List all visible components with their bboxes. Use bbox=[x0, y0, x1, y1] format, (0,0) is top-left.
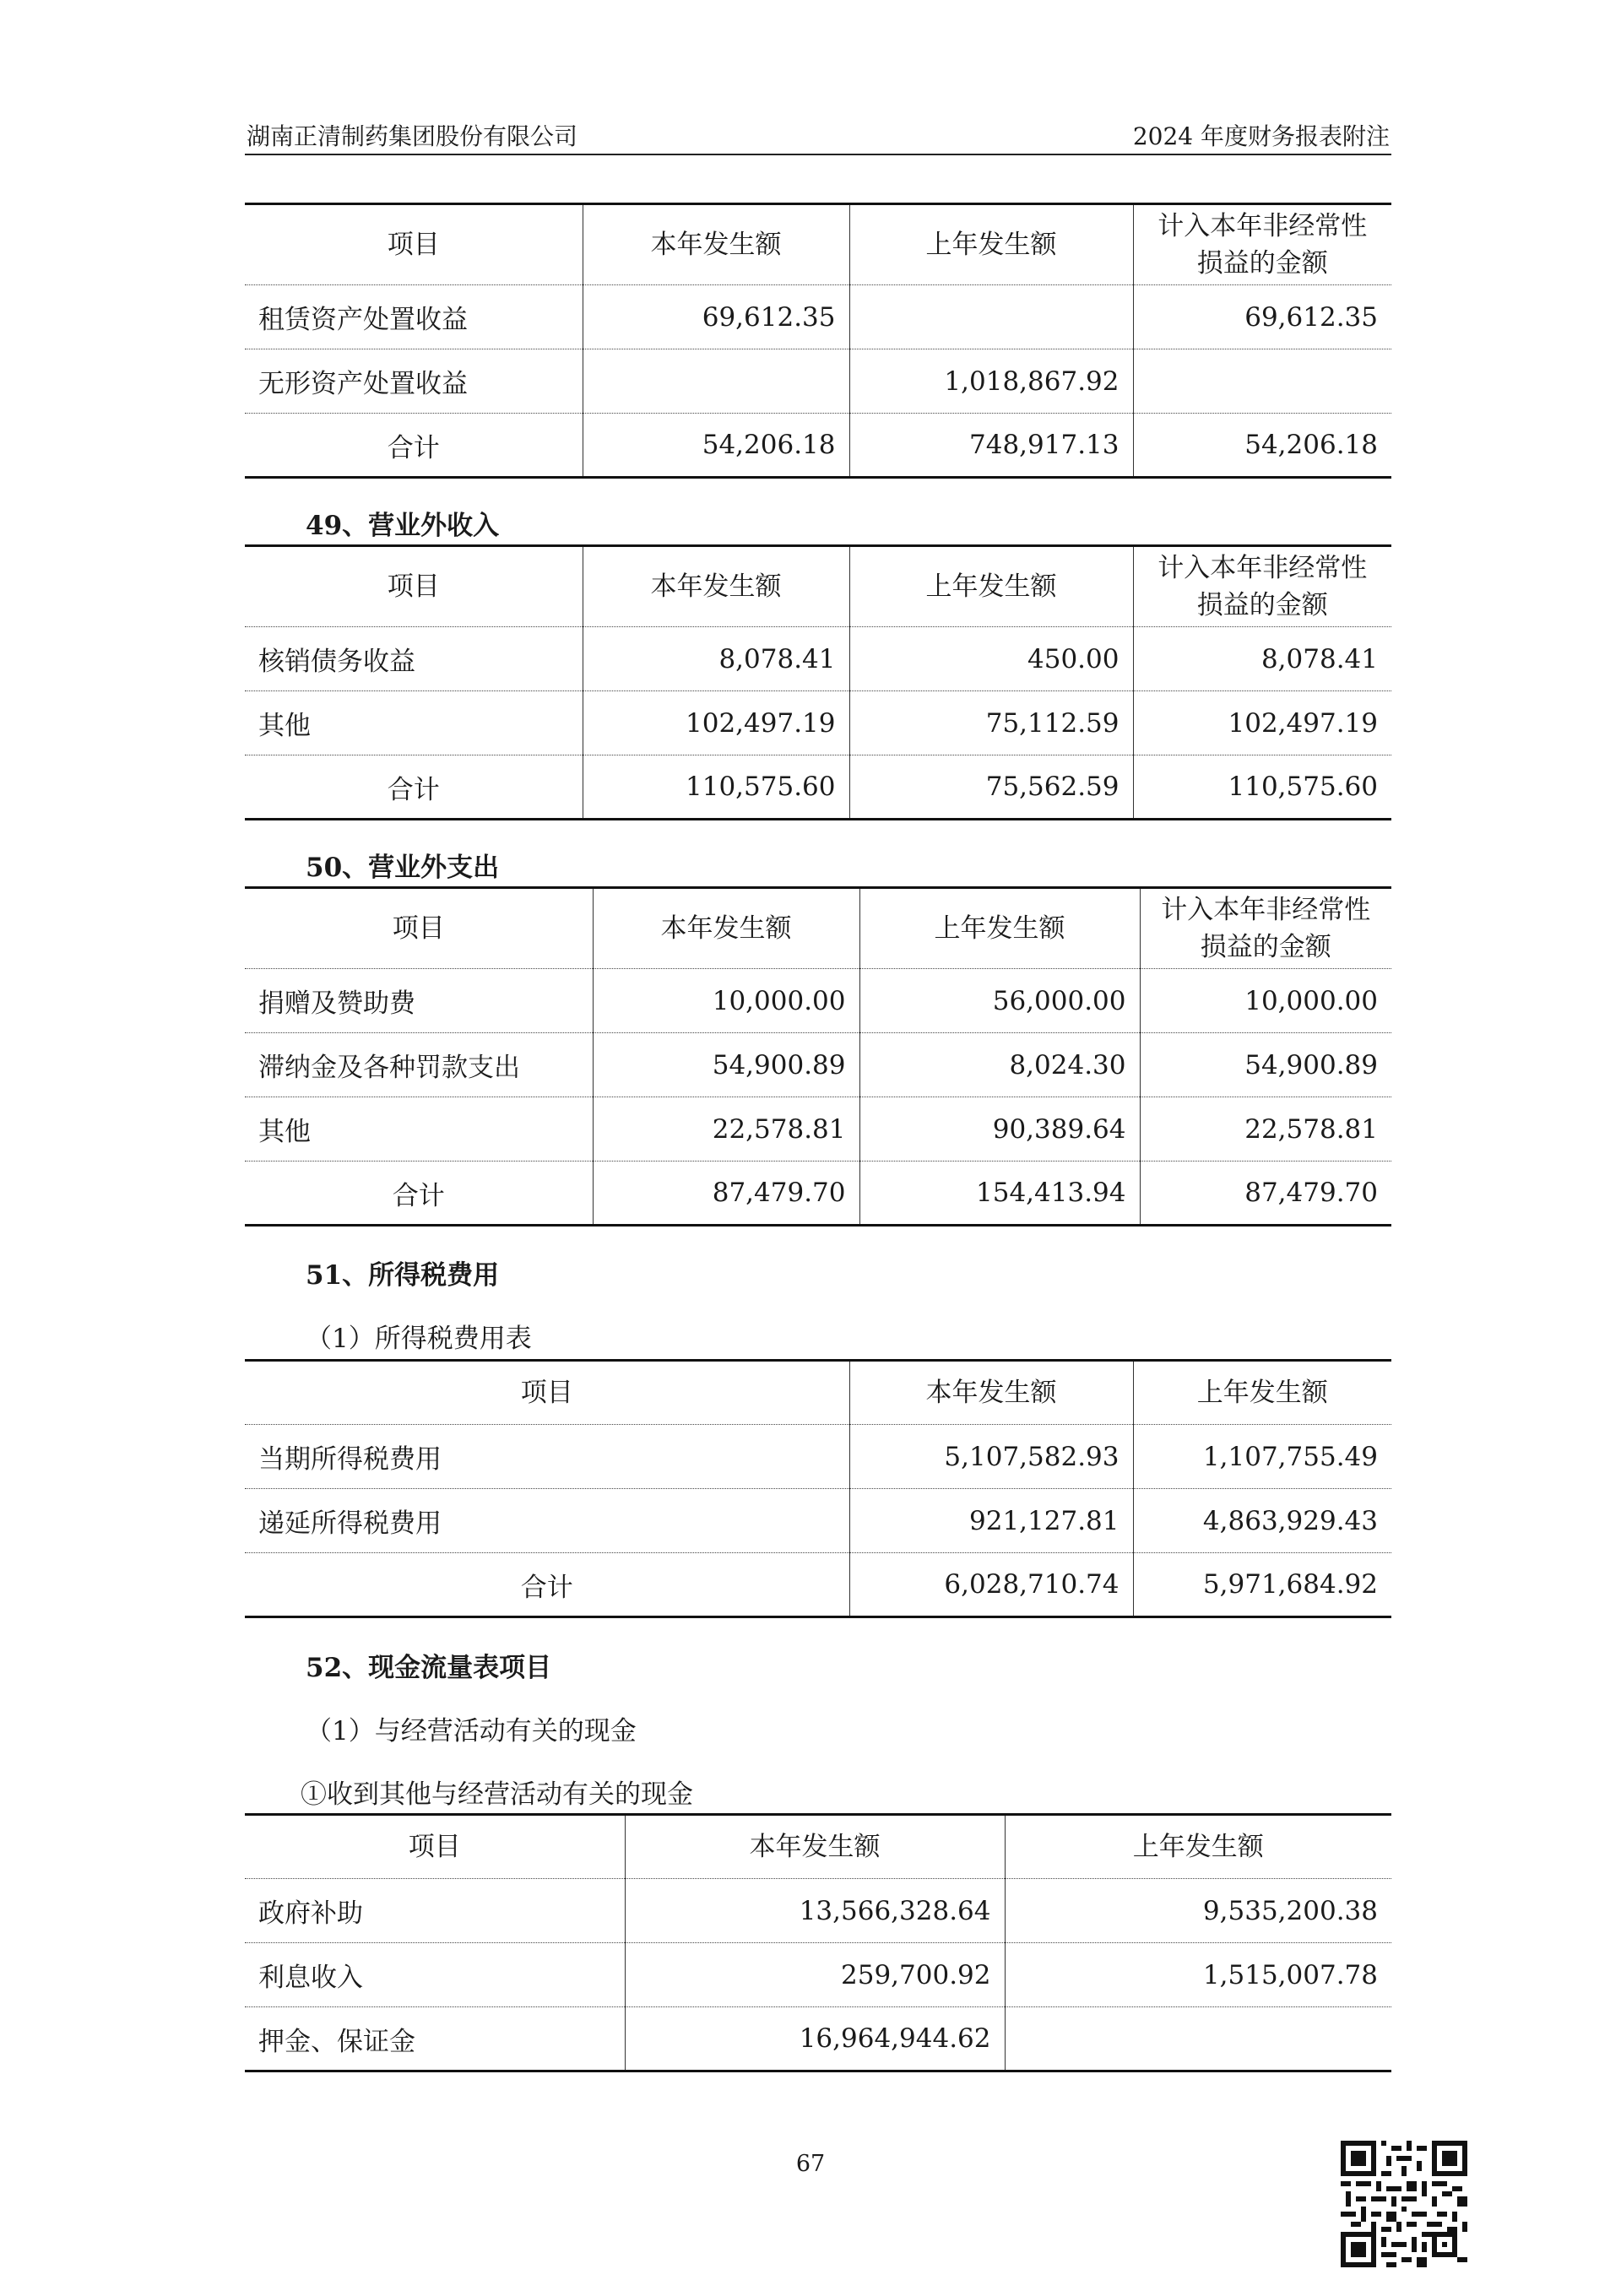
row-item: 捐赠及赞助费 bbox=[245, 969, 593, 1033]
row-item: 租赁资产处置收益 bbox=[245, 285, 583, 349]
report-title: 2024 年度财务报表附注 bbox=[1132, 122, 1390, 150]
table-row bbox=[245, 349, 1391, 414]
row-nonrecurring: 110,575.60 bbox=[1133, 755, 1391, 820]
table-header-row bbox=[245, 1361, 1391, 1425]
row-nonrecurring: 22,578.81 bbox=[1140, 1097, 1391, 1162]
row-prior: 1,107,755.49 bbox=[1133, 1425, 1391, 1489]
col-header: 项目 bbox=[245, 1361, 849, 1425]
col-header: 上年发生额 bbox=[1005, 1815, 1391, 1879]
table-total-row bbox=[245, 1553, 1391, 1617]
row-current: 6,028,710.74 bbox=[849, 1553, 1133, 1617]
col-header: 上年发生额 bbox=[849, 204, 1133, 285]
row-item: 滞纳金及各种罚款支出 bbox=[245, 1033, 593, 1097]
row-nonrecurring: 102,497.19 bbox=[1133, 691, 1391, 755]
row-current: 921,127.81 bbox=[849, 1489, 1133, 1553]
row-current: 5,107,582.93 bbox=[849, 1425, 1133, 1489]
table-row bbox=[245, 1943, 1391, 2007]
table-header-row bbox=[245, 204, 1391, 285]
row-current: 13,566,328.64 bbox=[625, 1879, 1005, 1943]
col-header: 计入本年非经常性损益的金额 bbox=[1140, 888, 1391, 969]
row-current: 8,078.41 bbox=[583, 627, 849, 691]
col-header: 上年发生额 bbox=[859, 888, 1140, 969]
row-prior: 56,000.00 bbox=[859, 969, 1140, 1033]
col-header: 项目 bbox=[245, 1815, 625, 1879]
company-name: 湖南正清制药集团股份有限公司 bbox=[247, 122, 578, 150]
non-operating-income-table bbox=[245, 544, 1391, 820]
col-header: 项目 bbox=[245, 546, 583, 627]
section-51-subtitle: （1）所得税费用表 bbox=[306, 1324, 532, 1354]
row-prior: 1,018,867.92 bbox=[849, 349, 1133, 414]
col-header: 项目 bbox=[245, 888, 593, 969]
table-row bbox=[245, 969, 1391, 1033]
row-item: 合计 bbox=[245, 755, 583, 820]
operating-cash-received-table bbox=[245, 1813, 1391, 2072]
page-header bbox=[245, 116, 1391, 155]
row-prior: 75,562.59 bbox=[849, 755, 1133, 820]
row-current: 87,479.70 bbox=[593, 1162, 859, 1226]
col-header: 项目 bbox=[245, 204, 583, 285]
table-row bbox=[245, 627, 1391, 691]
row-nonrecurring: 8,078.41 bbox=[1133, 627, 1391, 691]
row-item: 合计 bbox=[245, 1162, 593, 1226]
table-header-row bbox=[245, 1815, 1391, 1879]
row-prior: 748,917.13 bbox=[849, 414, 1133, 478]
row-prior bbox=[849, 285, 1133, 349]
row-item: 合计 bbox=[245, 414, 583, 478]
row-prior: 8,024.30 bbox=[859, 1033, 1140, 1097]
row-current: 69,612.35 bbox=[583, 285, 849, 349]
table-header-row bbox=[245, 888, 1391, 969]
table-total-row bbox=[245, 1162, 1391, 1226]
row-current: 102,497.19 bbox=[583, 691, 849, 755]
table-total-row bbox=[245, 414, 1391, 478]
row-current: 54,206.18 bbox=[583, 414, 849, 478]
section-52-subsubtitle: ①收到其他与经营活动有关的现金 bbox=[301, 1779, 693, 1810]
col-header: 本年发生额 bbox=[849, 1361, 1133, 1425]
col-header: 本年发生额 bbox=[583, 546, 849, 627]
table-row bbox=[245, 1489, 1391, 1553]
table-row bbox=[245, 691, 1391, 755]
row-nonrecurring: 54,206.18 bbox=[1133, 414, 1391, 478]
row-current: 110,575.60 bbox=[583, 755, 849, 820]
row-nonrecurring: 54,900.89 bbox=[1140, 1033, 1391, 1097]
table-row bbox=[245, 1097, 1391, 1162]
row-item: 利息收入 bbox=[245, 1943, 625, 2007]
col-header: 本年发生额 bbox=[583, 204, 849, 285]
asset-disposal-table bbox=[245, 203, 1391, 479]
table-header-row bbox=[245, 546, 1391, 627]
row-prior bbox=[1005, 2007, 1391, 2071]
row-prior: 9,535,200.38 bbox=[1005, 1879, 1391, 1943]
row-nonrecurring bbox=[1133, 349, 1391, 414]
row-item: 无形资产处置收益 bbox=[245, 349, 583, 414]
table-row bbox=[245, 1033, 1391, 1097]
section-52-title: 52、现金流量表项目 bbox=[306, 1653, 552, 1683]
income-tax-table bbox=[245, 1359, 1391, 1618]
row-nonrecurring: 69,612.35 bbox=[1133, 285, 1391, 349]
row-item: 押金、保证金 bbox=[245, 2007, 625, 2071]
col-header: 上年发生额 bbox=[1133, 1361, 1391, 1425]
table-total-row bbox=[245, 755, 1391, 820]
col-header: 本年发生额 bbox=[625, 1815, 1005, 1879]
row-item: 合计 bbox=[245, 1553, 849, 1617]
col-header: 本年发生额 bbox=[593, 888, 859, 969]
row-item: 当期所得税费用 bbox=[245, 1425, 849, 1489]
row-prior: 450.00 bbox=[849, 627, 1133, 691]
row-current: 16,964,944.62 bbox=[625, 2007, 1005, 2071]
non-operating-expense-table bbox=[245, 886, 1391, 1227]
row-prior: 5,971,684.92 bbox=[1133, 1553, 1391, 1617]
col-header: 计入本年非经常性损益的金额 bbox=[1133, 204, 1391, 285]
row-current: 54,900.89 bbox=[593, 1033, 859, 1097]
row-prior: 4,863,929.43 bbox=[1133, 1489, 1391, 1553]
qr-code-icon bbox=[1341, 2141, 1467, 2267]
row-prior: 154,413.94 bbox=[859, 1162, 1140, 1226]
row-item: 核销债务收益 bbox=[245, 627, 583, 691]
row-current: 22,578.81 bbox=[593, 1097, 859, 1162]
col-header: 计入本年非经常性损益的金额 bbox=[1133, 546, 1391, 627]
row-prior: 1,515,007.78 bbox=[1005, 1943, 1391, 2007]
row-item: 其他 bbox=[245, 1097, 593, 1162]
col-header: 上年发生额 bbox=[849, 546, 1133, 627]
row-item: 政府补助 bbox=[245, 1879, 625, 1943]
section-51-title: 51、所得税费用 bbox=[306, 1260, 500, 1291]
table-row bbox=[245, 2007, 1391, 2071]
row-item: 其他 bbox=[245, 691, 583, 755]
row-current bbox=[583, 349, 849, 414]
section-50-title: 50、营业外支出 bbox=[306, 853, 500, 883]
table-row bbox=[245, 1425, 1391, 1489]
row-current: 259,700.92 bbox=[625, 1943, 1005, 2007]
row-nonrecurring: 10,000.00 bbox=[1140, 969, 1391, 1033]
row-current: 10,000.00 bbox=[593, 969, 859, 1033]
row-nonrecurring: 87,479.70 bbox=[1140, 1162, 1391, 1226]
page-number: 67 bbox=[795, 2151, 826, 2177]
section-49-title: 49、营业外收入 bbox=[306, 511, 500, 541]
row-prior: 75,112.59 bbox=[849, 691, 1133, 755]
row-item: 递延所得税费用 bbox=[245, 1489, 849, 1553]
table-row bbox=[245, 285, 1391, 349]
table-row bbox=[245, 1879, 1391, 1943]
section-52-subtitle: （1）与经营活动有关的现金 bbox=[306, 1716, 637, 1746]
row-prior: 90,389.64 bbox=[859, 1097, 1140, 1162]
